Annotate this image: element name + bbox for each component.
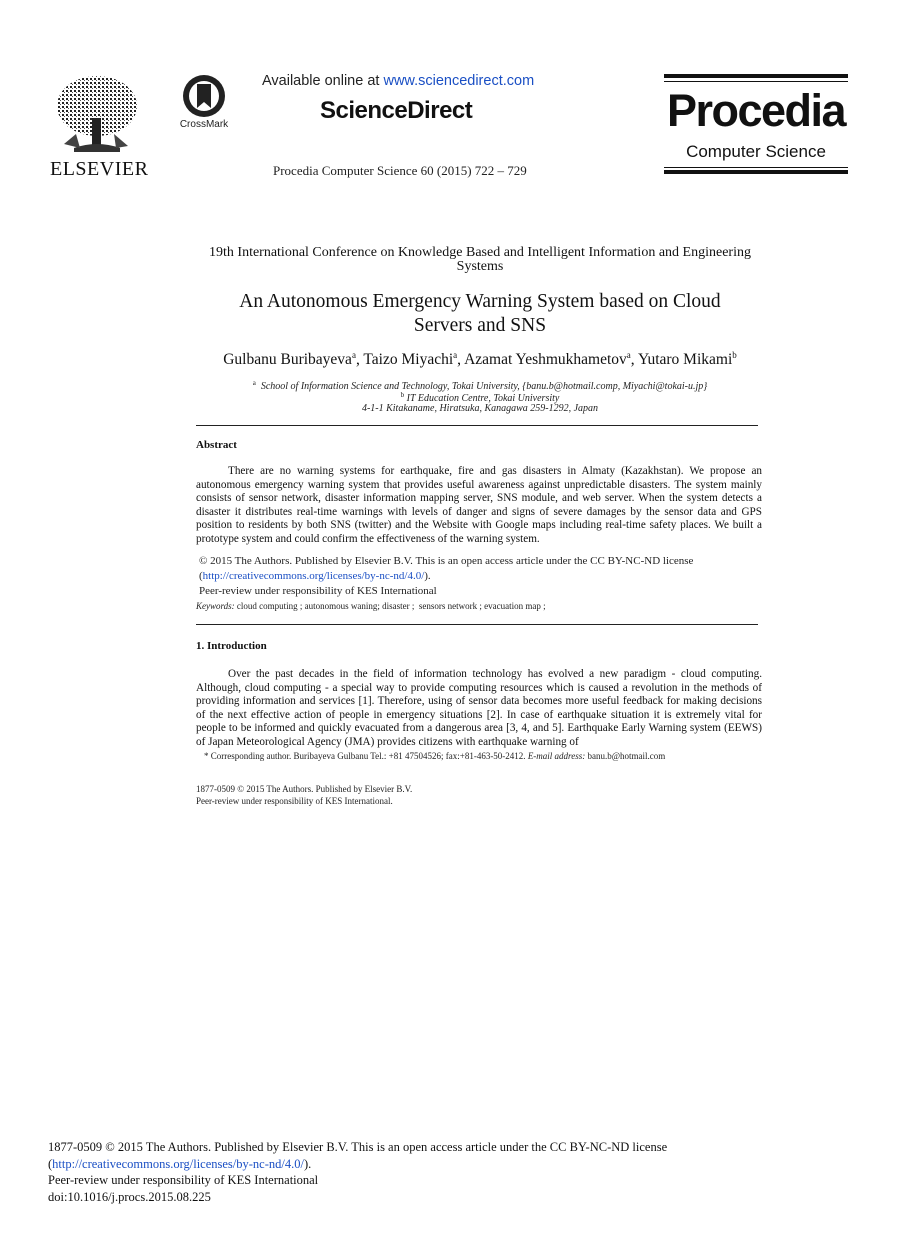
footer-license-url-line xyxy=(48,1157,311,1172)
available-online-prefix: Available online at xyxy=(262,73,384,89)
footnote-email: banu.b@hotmail.com xyxy=(585,751,666,761)
footer-peer-review: Peer-review under responsibility of KES International xyxy=(48,1173,319,1187)
author-name: Taizo Miyachi xyxy=(363,351,454,368)
copyright-line: © 2015 The Authors. Published by Elsevier B.V. This is an open access article under the CC BY-NC-ND license xyxy=(199,555,694,567)
author-separator: , xyxy=(630,351,638,368)
procedia-bottom-thin-bar xyxy=(664,167,848,168)
author-name: Azamat Yeshmukhametov xyxy=(464,351,627,368)
issn-line-small: 1877-0509 © 2015 The Authors. Published by Elsevier B.V. xyxy=(196,784,413,794)
author-name: Yutaro Mikami xyxy=(637,351,733,368)
footer-license-close: ). xyxy=(303,1157,312,1171)
author-affiliation-mark: a xyxy=(351,350,356,360)
affiliation-a-mark: a xyxy=(252,379,256,387)
license-link[interactable]: http://creativecommons.org/licenses/by-nc-nd/4.0/ xyxy=(202,570,425,582)
procedia-bottom-bar xyxy=(664,170,848,174)
elsevier-tree-icon xyxy=(54,74,140,154)
footnote-text: * Corresponding author. Buribayeva Gulbanu Tel.: +81 47504526; fax:+81-463-50-2412. xyxy=(204,751,528,761)
footnote-email-label: E-mail address: xyxy=(527,751,586,761)
procedia-title: Procedia xyxy=(666,85,846,136)
journal-reference: Procedia Computer Science 60 (2015) 722 – 729 xyxy=(273,163,527,178)
abstract-top-rule xyxy=(196,425,758,426)
abstract-heading: Abstract xyxy=(196,439,237,451)
procedia-logo xyxy=(664,74,848,176)
procedia-top-bar xyxy=(664,74,848,78)
author-separator: , xyxy=(355,351,364,368)
publisher-name: ELSEVIER xyxy=(50,158,149,180)
author-list xyxy=(196,350,764,369)
footer-license-line: 1877-0509 © 2015 The Authors. Published by Elsevier B.V. This is an open access article under the CC BY-NC-ND license xyxy=(48,1140,668,1154)
footer-license-link[interactable]: http://creativecommons.org/licenses/by-nc-nd/4.0/ xyxy=(52,1157,304,1171)
affiliation-a-text: School of Information Science and Technology, Tokai University, {banu.b@hotmail.comp, Miyachi@tokai-u.jp} xyxy=(260,381,708,392)
keywords-list: cloud computing ; autonomous waning; disaster ; sensors network ; evacuation map ; xyxy=(234,601,546,611)
affiliation-b-text: IT Education Centre, Tokai University xyxy=(406,393,560,404)
footer-license-open: ( xyxy=(48,1157,53,1171)
article-title-line-2: Servers and SNS xyxy=(413,315,547,336)
affiliation-b-mark: b xyxy=(400,391,405,399)
procedia-top-thin-bar xyxy=(664,81,848,82)
author-affiliation-mark: b xyxy=(732,350,737,360)
crossmark-badge[interactable] xyxy=(176,74,232,134)
author-affiliation-mark: a xyxy=(626,350,631,360)
sciencedirect-link[interactable]: www.sciencedirect.com xyxy=(383,73,535,89)
crossmark-icon xyxy=(176,74,232,120)
license-close: ). xyxy=(424,570,431,582)
conference-name xyxy=(196,246,764,274)
conference-line-1: 19th International Conference on Knowledge Based and Intelligent Information and Engineering xyxy=(209,245,751,260)
elsevier-logo xyxy=(50,74,149,180)
license-line xyxy=(199,570,431,582)
affiliation-address: 4-1-1 Kitakaname, Hiratsuka, Kanagawa 259-1292, Japan xyxy=(361,403,599,414)
author-affiliation-mark: a xyxy=(453,350,458,360)
sciencedirect-brand: ScienceDirect xyxy=(320,97,473,124)
author-name: Gulbanu Buribayeva xyxy=(223,351,352,368)
article-title-line-1: An Autonomous Emergency Warning System based on Cloud xyxy=(239,291,721,312)
crossmark-label: CrossMark xyxy=(179,119,229,130)
introduction-heading: 1. Introduction xyxy=(196,640,267,652)
conference-line-2: Systems xyxy=(456,259,504,274)
footer-doi[interactable]: doi:10.1016/j.procs.2015.08.225 xyxy=(48,1190,211,1204)
corresponding-author-footnote xyxy=(204,751,665,761)
keywords-label: Keywords: xyxy=(196,601,235,611)
license-open: ( xyxy=(199,570,203,582)
article-title xyxy=(196,290,764,338)
abstract-text: There are no warning systems for earthquake, fire and gas disasters in Almaty (Kazakhstan). We propose an autonomous emergency warning system that provides useful awareness against unpredictable disasters. The system mainly consists of sensor network, disaster information mapping server, SNS module, and web server. When the system detects a disaster it distributes real-time warnings with levels of danger and signs of severe damages by the sensor data and GPS position to residents by both SNS (twitter) and the Website with Google maps including real-time safety places. We built a prototype system and could confirm the effectiveness of the warning system. xyxy=(196,465,762,545)
introduction-text: Over the past decades in the field of information technology has evolved a new paradigm - cloud computing. Although, cloud computing - a special way to provide computing resources which is caused a revolution in the methods of providing information and services [1]. Therefore, using of sensor data becomes more useful feedback for making decisions of the next effective action of people in emergency situations [2]. In case of earthquake situation it is extremely vital for people to be informed and quickly evacuated from a dangerous area [3, 4, and 5]. Earthquake Early Warning system (EEWS) of Japan Meteorological Agency (JMA) provides citizens with earthquake warning of xyxy=(196,668,762,748)
introduction-top-rule xyxy=(196,624,758,625)
peer-review-line-small: Peer-review under responsibility of KES International. xyxy=(196,796,393,806)
procedia-subtitle: Computer Science xyxy=(686,142,826,161)
author-separator: , xyxy=(457,351,465,368)
peer-review-line: Peer-review under responsibility of KES International xyxy=(199,585,437,597)
keywords xyxy=(196,601,546,611)
available-online xyxy=(262,73,534,89)
